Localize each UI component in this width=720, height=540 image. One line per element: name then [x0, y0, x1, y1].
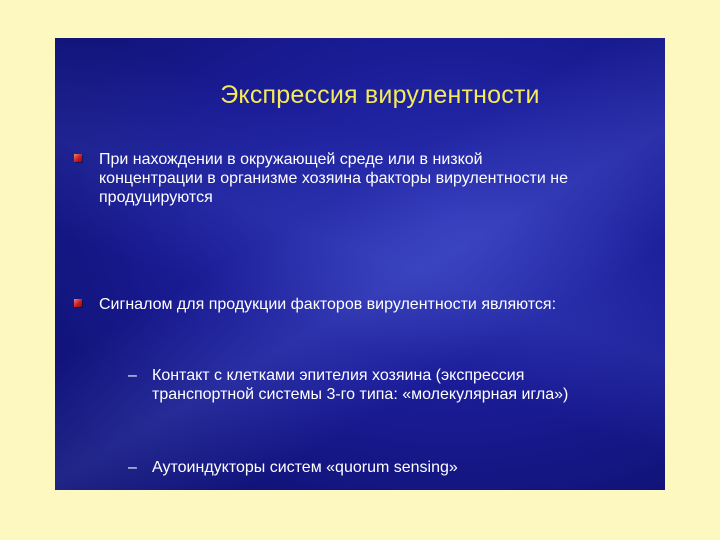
- square-bullet-icon: [74, 154, 82, 162]
- sub-bullet-line: транспортной системы 3-го типа: «молекулярная игла»): [152, 386, 569, 403]
- slide: [55, 38, 665, 490]
- bullet-item: [99, 295, 665, 314]
- bullet-line: продуцируются: [99, 189, 213, 206]
- bullet-line: При нахождении в окружающей среде или в низкой: [99, 151, 483, 168]
- square-bullet-icon: [74, 299, 82, 307]
- bullet-item: [99, 150, 665, 207]
- bullet-line: концентрации в организме хозяина факторы вирулентности не: [99, 170, 568, 187]
- sub-bullet-item: [128, 458, 665, 477]
- sub-bullet-line: Контакт с клетками эпителия хозяина (экспрессия: [152, 367, 525, 384]
- sub-bullet-line: Аутоиндукторы систем «quorum sensing»: [152, 459, 458, 476]
- bullet-line: Сигналом для продукции факторов вирулентности являются:: [99, 296, 557, 313]
- dash-bullet-icon: –: [128, 367, 137, 384]
- slide-title: Экспрессия вирулентности: [220, 81, 540, 109]
- sub-bullet-item: [128, 366, 665, 404]
- dash-bullet-icon: –: [128, 459, 137, 476]
